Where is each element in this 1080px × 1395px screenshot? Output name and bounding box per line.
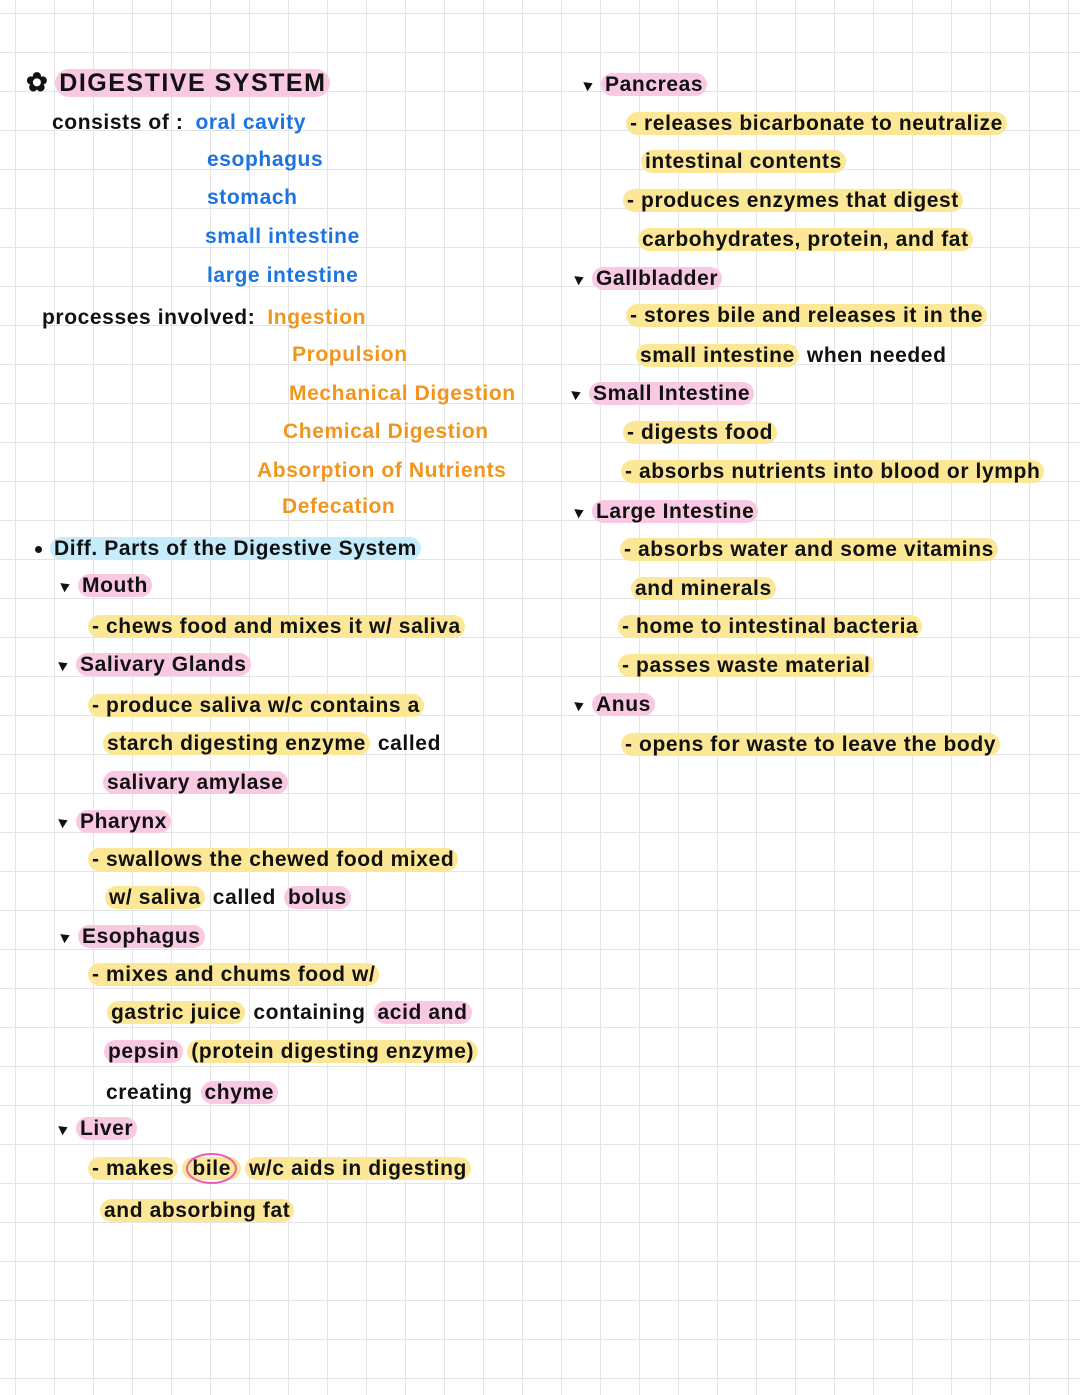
note-line — [203, 145, 331, 175]
note-text: stomach — [207, 186, 298, 209]
note-line — [576, 497, 762, 527]
triangle-bullet-icon — [58, 1123, 69, 1135]
highlighted-text: (protein digesting enzyme) — [187, 1040, 478, 1063]
note-line — [62, 571, 156, 601]
note-line — [638, 225, 977, 255]
note-line — [201, 222, 368, 252]
note-text: Propulsion — [292, 343, 408, 366]
note-line — [585, 70, 711, 100]
triangle-bullet-icon — [574, 506, 585, 518]
note-line — [60, 807, 175, 837]
highlighted-text: Pharynx — [76, 810, 171, 833]
highlighted-text: - produces enzymes that digest — [623, 189, 963, 212]
note-line — [576, 690, 659, 720]
note-line — [88, 1154, 475, 1184]
note-line — [279, 417, 497, 447]
highlighted-text: pepsin — [104, 1040, 183, 1063]
note-line — [636, 341, 955, 371]
highlighted-text: gastric juice — [107, 1001, 245, 1024]
highlighted-text: - absorbs nutrients into blood or lymph — [621, 460, 1044, 483]
note-line — [35, 534, 425, 564]
flower-doodle-icon: ✿ — [26, 67, 50, 97]
note-line — [621, 457, 1048, 487]
highlighted-text: - releases bicarbonate to neutralize — [626, 112, 1007, 135]
highlighted-text: - produce saliva w/c contains a — [88, 694, 424, 717]
note-text: processes involved: — [42, 306, 256, 329]
note-line — [203, 183, 306, 213]
note-text: Chemical Digestion — [283, 420, 489, 443]
note-line — [60, 1114, 141, 1144]
highlighted-text: salivary amylase — [103, 771, 288, 794]
note-line — [623, 186, 967, 216]
note-text: consists of : — [52, 111, 184, 134]
highlighted-text: - absorbs water and some vitamins — [620, 538, 998, 561]
highlighted-text: bolus — [284, 886, 351, 909]
note-line — [618, 612, 926, 642]
highlighted-text: - makes — [88, 1157, 178, 1180]
highlighted-text: Large Intestine — [592, 500, 758, 523]
note-line — [285, 379, 524, 409]
note-line — [626, 109, 1011, 139]
note-text: Ingestion — [267, 306, 367, 329]
note-line — [576, 264, 726, 294]
highlighted-text: - stores bile and releases it in the — [626, 304, 987, 327]
note-line — [103, 729, 449, 759]
note-line — [631, 574, 780, 604]
page-title — [26, 67, 334, 97]
highlighted-text: - swallows the chewed food mixed — [88, 848, 458, 871]
highlighted-text: Esophagus — [78, 925, 205, 948]
note-line — [253, 456, 514, 486]
note-text: oral cavity — [195, 111, 306, 134]
note-text: called — [212, 886, 276, 909]
highlighted-text: Pancreas — [601, 73, 707, 96]
highlighted-text: DIGESTIVE SYSTEM — [55, 69, 330, 97]
bullet-dot-icon — [35, 546, 42, 553]
note-line — [620, 535, 1002, 565]
note-text: Defecation — [282, 495, 396, 518]
triangle-bullet-icon — [583, 79, 594, 91]
highlighted-text: Gallbladder — [592, 267, 722, 290]
note-line — [104, 1037, 482, 1067]
note-line — [288, 340, 416, 370]
highlighted-text: intestinal contents — [641, 150, 846, 173]
highlighted-text: Anus — [592, 693, 655, 716]
highlighted-text: carbohydrates, protein, and fat — [638, 228, 973, 251]
note-line — [88, 691, 428, 721]
note-line — [100, 1196, 298, 1226]
highlighted-text: Salivary Glands — [76, 653, 251, 676]
highlighted-text: - passes waste material — [618, 654, 874, 677]
highlighted-text: - home to intestinal bacteria — [618, 615, 922, 638]
note-text: Mechanical Digestion — [289, 382, 516, 405]
note-line — [48, 108, 314, 138]
circle-annotation: bile — [186, 1153, 237, 1184]
triangle-bullet-icon — [571, 388, 582, 400]
note-text: when needed — [806, 344, 947, 367]
note-line — [88, 845, 462, 875]
note-line — [573, 379, 758, 409]
highlighted-text: starch digesting enzyme — [103, 732, 370, 755]
highlighted-text: and minerals — [631, 577, 776, 600]
note-line — [107, 998, 476, 1028]
highlighted-text: - opens for waste to leave the body — [621, 733, 1000, 756]
note-line — [278, 492, 403, 522]
note-text: Absorption of Nutrients — [257, 459, 507, 482]
highlighted-text: chyme — [201, 1081, 279, 1104]
note-text: large intestine — [207, 264, 359, 287]
triangle-bullet-icon — [58, 659, 69, 671]
highlighted-text: w/c aids in digesting — [245, 1157, 471, 1180]
note-text: called — [377, 732, 442, 755]
note-line — [618, 651, 878, 681]
note-line — [102, 1078, 282, 1108]
highlighted-text: - chews food and mixes it w/ saliva — [88, 615, 465, 638]
highlighted-text: Mouth — [78, 574, 152, 597]
note-line — [621, 730, 1004, 760]
note-line — [103, 768, 292, 798]
note-line — [38, 303, 374, 333]
note-line — [623, 418, 781, 448]
triangle-bullet-icon — [574, 273, 585, 285]
note-line — [62, 922, 209, 952]
note-line — [60, 650, 255, 680]
highlighted-text: and absorbing fat — [100, 1199, 294, 1222]
highlighted-text: small intestine — [636, 344, 799, 367]
highlighted-text: Small Intestine — [589, 382, 754, 405]
note-line — [88, 960, 383, 990]
highlighted-text: Diff. Parts of the Digestive System — [50, 537, 421, 560]
note-line — [105, 883, 355, 913]
highlighted-text: acid and — [374, 1001, 472, 1024]
highlighted-text: - mixes and chums food w/ — [88, 963, 379, 986]
triangle-bullet-icon — [60, 580, 71, 592]
note-line — [88, 612, 469, 642]
note-text: containing — [253, 1001, 366, 1024]
triangle-bullet-icon — [60, 931, 71, 943]
circled-term — [182, 1157, 241, 1180]
triangle-bullet-icon — [58, 816, 69, 828]
highlighted-text: Liver — [76, 1117, 137, 1140]
triangle-bullet-icon — [574, 699, 585, 711]
note-line — [203, 261, 366, 291]
note-text: small intestine — [205, 225, 360, 248]
note-text: creating — [106, 1081, 193, 1104]
note-text: esophagus — [207, 148, 324, 171]
note-line — [641, 147, 850, 177]
note-line — [626, 301, 991, 331]
highlighted-text: - digests food — [623, 421, 777, 444]
highlighted-text: w/ saliva — [105, 886, 205, 909]
